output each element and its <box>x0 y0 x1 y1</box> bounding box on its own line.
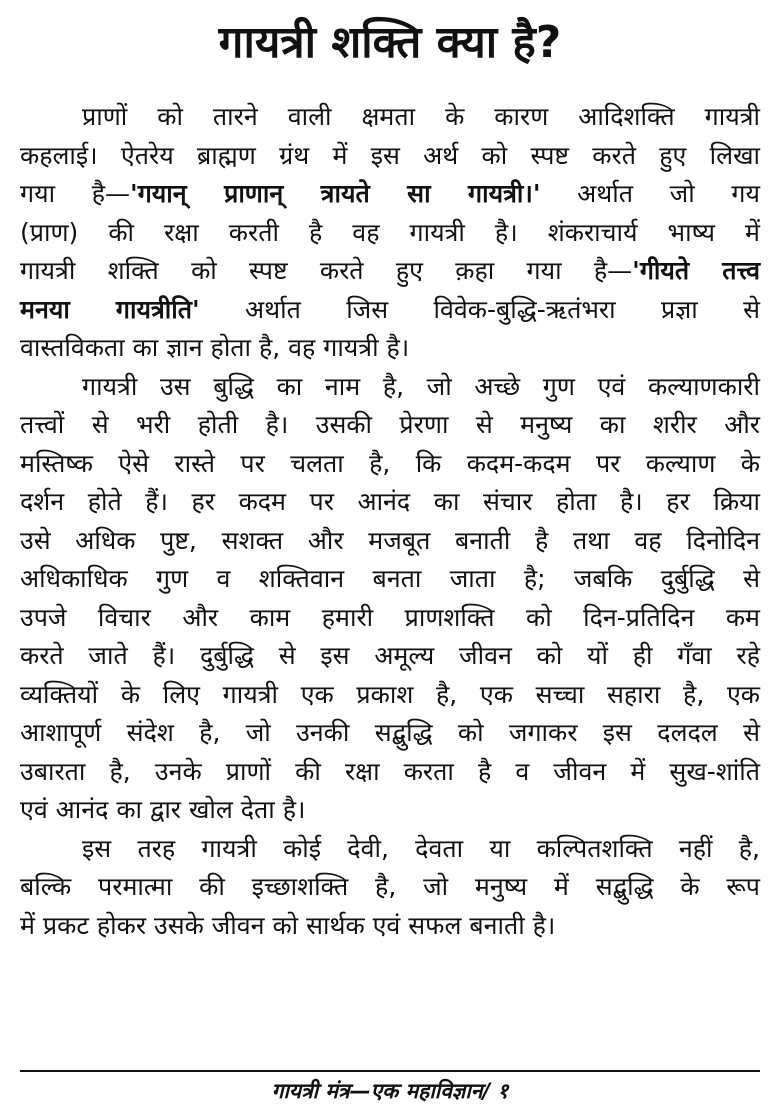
text-segment: बल्कि परमात्मा की इच्छाशक्ति है, जो मनुष्य में सद्बुद्धि के रूप <box>20 872 760 901</box>
text-line <box>20 252 760 291</box>
text-segment: आशापूर्ण संदेश है, जो उनकी सद्बुद्धि को जगाकर इस दलदल से <box>20 718 760 747</box>
page-title: गायत्री शक्ति क्या है? <box>218 17 562 68</box>
text-line <box>20 214 760 253</box>
text-segment: इस तरह गायत्री कोई देवी, देवता या कल्पितशक्ति नहीं है, <box>82 833 760 863</box>
text-segment: व्यक्तियों के लिए गायत्री एक प्रकाश है, एक सच्चा सहारा है, एक <box>20 679 760 709</box>
text-segment: (प्राण) की रक्षा करती है वह गायत्री है। शंकराचार्य भाष्य में <box>20 217 760 247</box>
text-line <box>20 868 760 907</box>
text-line <box>20 676 760 715</box>
text-line <box>20 753 760 792</box>
text-line <box>20 445 760 484</box>
text-line <box>20 137 760 176</box>
text-segment: प्राणों को तारने वाली क्षमता के कारण आदिशक्ति गायत्री <box>82 102 760 131</box>
paragraph <box>20 368 760 830</box>
text-line <box>20 98 760 137</box>
text-segment: मस्तिष्क ऐसे रास्ते पर चलता है, कि कदम-कदम पर कल्याण के <box>20 448 760 478</box>
paragraph <box>20 830 760 946</box>
text-segment: अर्थात जिस विवेक-बुद्धि-ऋतंभरा प्रज्ञा से <box>199 294 760 324</box>
text-segment: करते जाते हैं। दुर्बुद्धि से इस अमूल्य जीवन को यों ही गँवा रहे <box>20 641 760 670</box>
text-segment: उपजे विचार और काम हमारी प्राणशक्ति को दिन-प्रतिदिन कम <box>20 602 760 632</box>
text-line <box>20 560 760 599</box>
text-line <box>20 368 760 407</box>
text-line <box>20 329 760 368</box>
text-segment: एवं आनंद का द्वार खोल देता है। <box>20 795 306 824</box>
text-line <box>20 599 760 638</box>
text-segment: गायत्री शक्ति को स्पष्ट करते हुए क़हा गया है— <box>20 256 633 285</box>
quoted-sanskrit-text: मनया गायत्रीति' <box>20 294 200 324</box>
text-segment: अर्थात जो गय <box>540 179 760 208</box>
footer-divider <box>20 1070 760 1072</box>
text-segment: तत्त्वों से भरी होती है। उसकी प्रेरणा से मनुष्य का शरीर और <box>20 410 760 439</box>
quoted-sanskrit-text: 'गीयते तत्त्व <box>632 256 760 285</box>
page-footer: गायत्री मंत्र—एक महाविज्ञान/ १ <box>271 1079 509 1103</box>
text-line <box>20 830 760 869</box>
quoted-sanskrit-text: 'गयान् प्राणान् त्रायते सा गायत्री।' <box>130 179 541 208</box>
text-line <box>20 637 760 676</box>
text-segment: अधिकाधिक गुण व शक्तिवान बनता जाता है; जबकि दुर्बुद्धि से <box>20 564 760 593</box>
text-line <box>20 175 760 214</box>
text-segment: दर्शन होते हैं। हर कदम पर आनंद का संचार होता है। हर क्रिया <box>20 487 760 516</box>
text-line <box>20 791 760 830</box>
text-segment: उबारता है, उनके प्राणों की रक्षा करता है व जीवन में सुख-शांति <box>20 756 760 786</box>
paragraph <box>20 98 760 368</box>
text-segment: गायत्री उस बुद्धि का नाम है, जो अच्छे गुण एवं कल्याणकारी <box>82 371 760 401</box>
text-segment: में प्रकट होकर उसके जीवन को सार्थक एवं सफल बनाती है। <box>20 910 556 940</box>
text-segment: गया है— <box>20 179 131 208</box>
text-segment: कहलाई। ऐतरेय ब्राह्मण ग्रंथ में इस अर्थ को स्पष्ट करते हुए लिखा <box>20 140 760 170</box>
text-line <box>20 714 760 753</box>
article-body <box>20 98 760 945</box>
text-segment: उसे अधिक पुष्ट, सशक्त और मजबूत बनाती है तथा वह दिनोदिन <box>20 525 760 555</box>
text-line <box>20 907 760 946</box>
text-line <box>20 291 760 330</box>
text-segment: वास्तविकता का ज्ञान होता है, वह गायत्री है। <box>20 333 410 362</box>
text-line <box>20 483 760 522</box>
text-line <box>20 406 760 445</box>
text-line <box>20 522 760 561</box>
